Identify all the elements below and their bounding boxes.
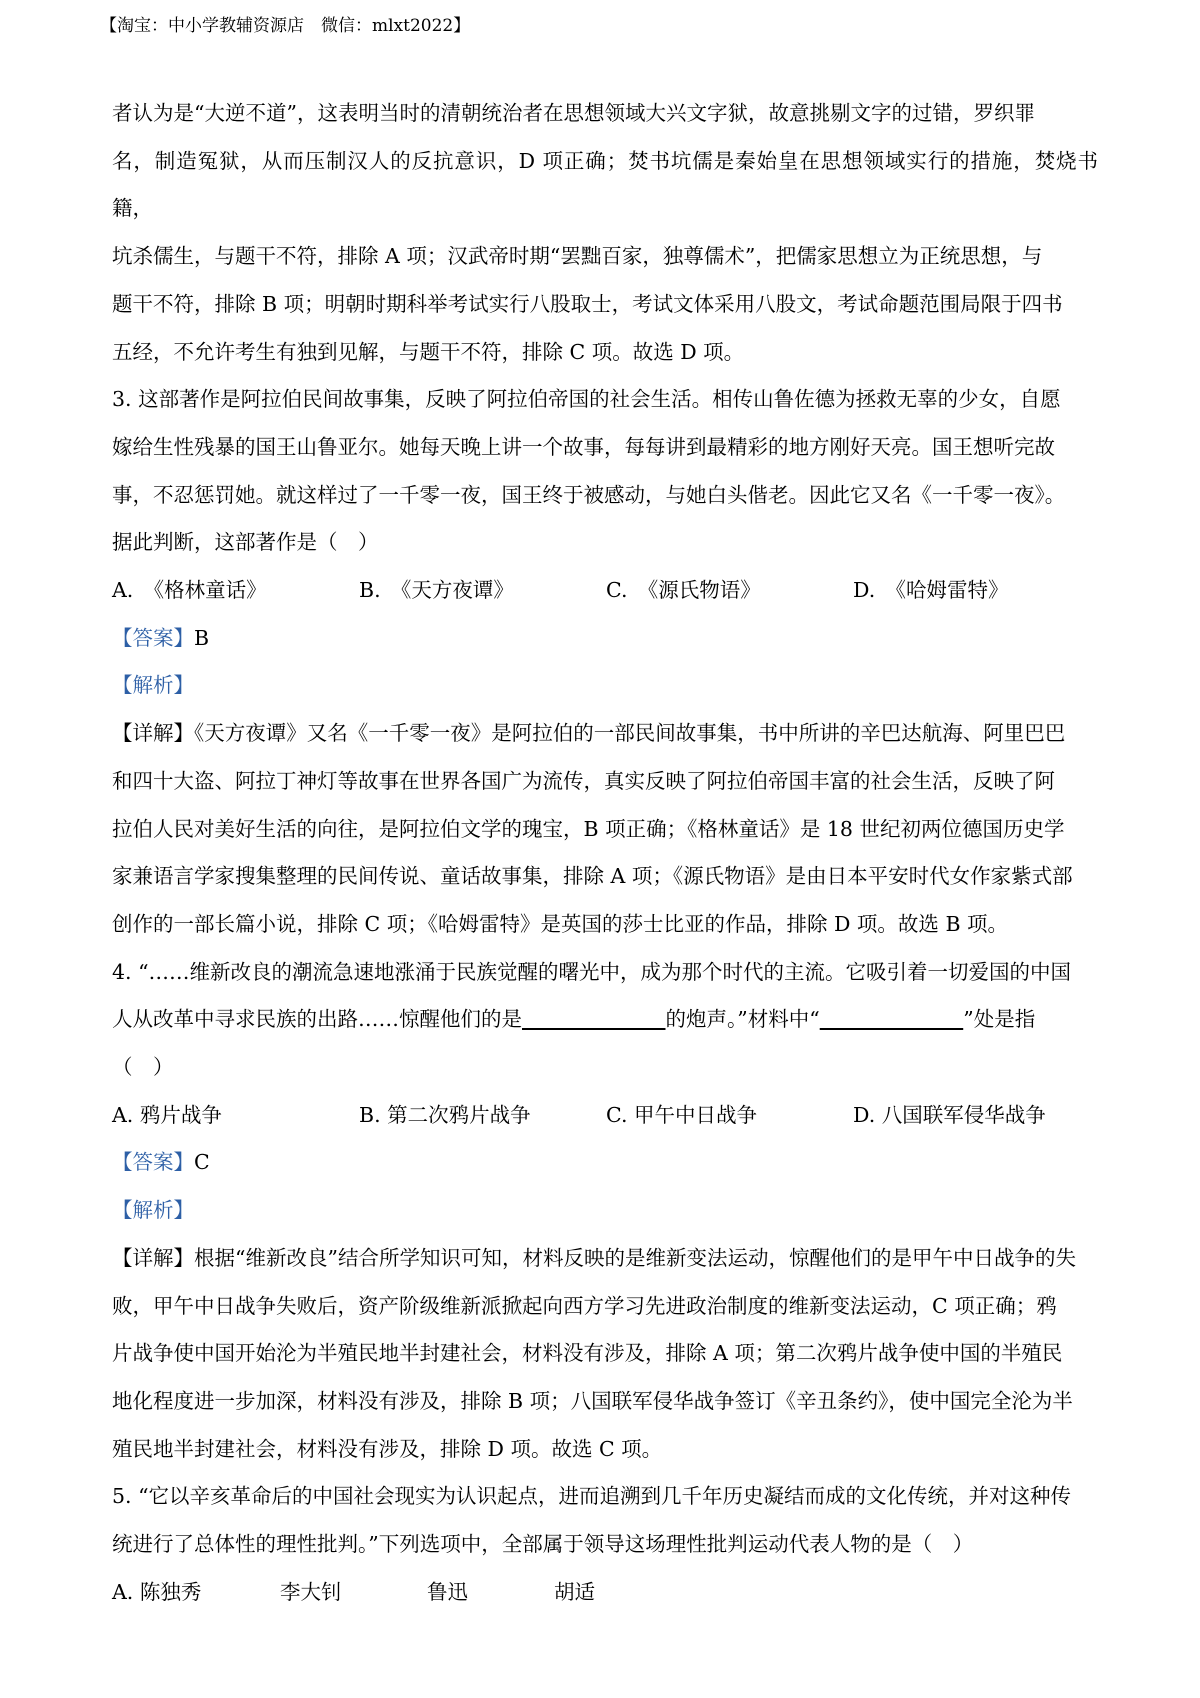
q2-explanation-line: 题干不符，排除 B 项；明朝时期科举考试实行八股取士，考试文体采用八股文，考试命题范围局限于四书 [112,291,1063,316]
q4-option-d: D. 八国联军侵华战争 [853,1102,1046,1127]
q3-detail-line: 家兼语言学家搜集整理的民间传说、童话故事集，排除 A 项；《源氏物语》是由日本平安时代女作家紫式部 [112,864,1073,889]
q3-answer [112,615,1098,663]
q3-option-b: B. 《天方夜谭》 [359,578,514,603]
q3-detail-line: 拉伯人民对美好生活的向往，是阿拉伯文学的瑰宝，B 项正确；《格林童话》是 18 世纪初两位德国历史学 [112,816,1065,841]
q4-option-a: A. 鸦片战争 [112,1102,222,1127]
fill-blank [820,1007,964,1031]
detail-tag: 【详解】 [112,1245,194,1270]
q3-stem-line: 3. 这部著作是阿拉伯民间故事集，反映了阿拉伯帝国的社会生活。相传山鲁佐德为拯救无辜的少女，自愿 [112,387,1061,412]
q4-analysis [112,1187,1098,1235]
q5-option-a-name: 胡适 [554,1579,595,1604]
q3-detail-line [112,710,1098,758]
answer-tag: 【答案】 [112,1150,194,1175]
q5-option-a-name: A. 陈独秀 [112,1579,202,1604]
q3-options [112,567,1098,615]
q2-explanation-line: 五经，不允许考生有独到见解，与题干不符，排除 C 项。故选 D 项。 [112,339,745,364]
detail-text: 《天方夜谭》又名《一千零一夜》是阿拉伯的一部民间故事集，书中所讲的辛巴达航海、阿里巴巴 [194,721,1066,746]
q4-detail-line: 地化程度进一步加深，材料没有涉及，排除 B 项；八国联军侵华战争签订《辛丑条约》，使中国完全沦为半 [112,1388,1073,1413]
q3-analysis [112,662,1098,710]
analysis-tag: 【解析】 [112,1198,194,1223]
q5-stem-line: 5. “它以辛亥革命后的中国社会现实为认识起点，进而追溯到几千年历史凝结而成的文化传统，并对这种传 [112,1484,1072,1509]
q4-stem-text: 人从改革中寻求民族的出路……惊醒他们的是 [112,1007,522,1032]
q3-option-a: A. 《格林童话》 [112,578,267,603]
analysis-tag: 【解析】 [112,673,194,698]
q3-detail-line: 创作的一部长篇小说，排除 C 项；《哈姆雷特》是英国的莎士比亚的作品，排除 D 项。故选 B 项。 [112,911,1009,936]
q4-stem-line [112,996,1098,1044]
q5-option-a-name: 鲁迅 [427,1579,468,1604]
q4-answer [112,1139,1098,1187]
q4-options [112,1092,1098,1140]
q4-stem-text: ”处是指 [963,1007,1036,1032]
page-header: 【淘宝：中小学教辅资源店 微信：mlxt2022】 [100,16,471,36]
q4-detail-line: 败，甲午中日战争失败后，资产阶级维新派掀起向西方学习先进政治制度的维新变法运动，C 项正确；鸦 [112,1293,1057,1318]
answer-value: B [194,625,210,650]
q4-stem-text: 的炮声。”材料中“ [665,1007,820,1032]
page-content [112,90,1098,1617]
q4-option-b: B. 第二次鸦片战争 [359,1102,531,1127]
q3-option-c: C. 《源氏物语》 [606,578,761,603]
q4-detail-line [112,1235,1098,1283]
q5-stem-line: 统进行了总体性的理性批判。”下列选项中，全部属于领导这场理性批判运动代表人物的是（ ） [112,1532,974,1557]
q3-stem-line: 嫁给生性残暴的国王山鲁亚尔。她每天晚上讲一个故事，每每讲到最精彩的地方刚好天亮。国王想听完故 [112,434,1055,459]
answer-value: C [194,1150,210,1175]
q5-option-a-name: 李大钊 [280,1579,342,1604]
q5-option-a [112,1569,1098,1617]
fill-blank [522,1007,666,1031]
q2-explanation-line: 名，制造冤狱，从而压制汉人的反抗意识，D 项正确；焚书坑儒是秦始皇在思想领域实行的措施，焚烧书籍， [112,148,1098,221]
q4-detail-line: 片战争使中国开始沦为半殖民地半封建社会，材料没有涉及，排除 A 项；第二次鸦片战争使中国的半殖民 [112,1341,1063,1366]
answer-tag: 【答案】 [112,625,194,650]
q4-detail-line: 殖民地半封建社会，材料没有涉及，排除 D 项。故选 C 项。 [112,1436,663,1461]
q3-stem-line: 事，不忍惩罚她。就这样过了一千零一夜，国王终于被感动，与她白头偕老。因此它又名《一千零一夜》。 [112,482,1066,507]
q4-option-c: C. 甲午中日战争 [606,1102,757,1127]
q3-stem-line: 据此判断，这部著作是（ ） [112,530,379,555]
q2-explanation-line: 坑杀儒生，与题干不符，排除 A 项；汉武帝时期“罢黜百家，独尊儒术”，把儒家思想立为正统思想，与 [112,244,1043,269]
detail-tag: 【详解】 [112,721,194,746]
q3-detail-line: 和四十大盗、阿拉丁神灯等故事在世界各国广为流传，真实反映了阿拉伯帝国丰富的社会生活，反映了阿 [112,768,1055,793]
q3-option-d: D. 《哈姆雷特》 [853,578,1009,603]
q4-stem-line: （ ） [112,1055,174,1080]
q4-stem-line: 4. “……维新改良的潮流急速地涨涌于民族觉醒的曙光中，成为那个时代的主流。它吸引着一切爱国的中国 [112,959,1072,984]
q2-explanation-line: 者认为是“大逆不道”，这表明当时的清朝统治者在思想领域大兴文字狱，故意挑剔文字的过错，罗织罪 [112,101,1035,125]
detail-text: 根据“维新改良”结合所学知识可知，材料反映的是维新变法运动，惊醒他们的是甲午中日战争的失 [194,1245,1076,1270]
